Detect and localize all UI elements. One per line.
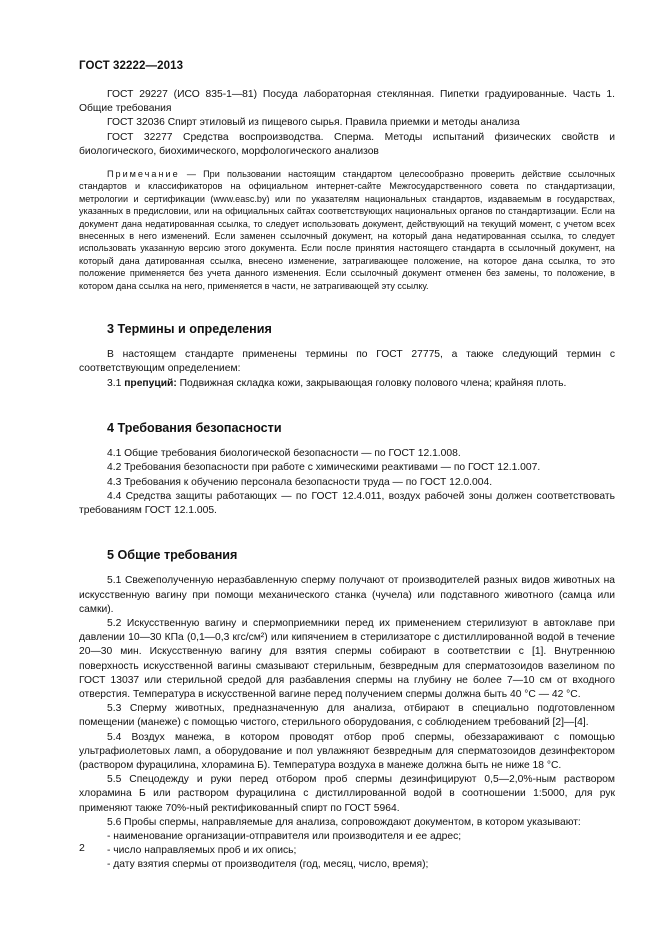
section-5-item: 5.5 Спецодежду и руки перед отбором проб спермы дезинфицируют 0,5—2,0%-ным раствором хлорамина Б или раствором фурацилина с дистиллированной водой в соотношении 1:5000, для рук применяют также 70%-ный ректификованный спирт по ГОСТ 5964. [79, 774, 615, 814]
term-number: 3.1 [107, 377, 125, 389]
section-4-item: 4.4 Средства защиты работающих — по ГОСТ 12.4.011, воздух рабочей зоны должен соответствовать требованиям ГОСТ 12.1.005. [79, 490, 615, 516]
list-item: - число направляемых проб и их опись; [107, 845, 297, 857]
note-label: Примечание [107, 169, 180, 180]
reference-item: ГОСТ 32036 Спирт этиловый из пищевого сырья. Правила приемки и методы анализа [107, 117, 520, 129]
term-text: Подвижная складка кожи, закрывающая головку полового члена; крайняя плоть. [176, 377, 567, 389]
section-4-item: 4.1 Общие требования биологической безопасности — по ГОСТ 12.1.008. [107, 448, 461, 460]
section-5-item: 5.4 Воздух манежа, в котором проводят отбор проб спермы, обеззараживают с помощью ультрафиолетовых ламп, а оборудование и пол увлажняют безвредным для сперматозоидов дезинфектором (раствором фурацилина, хлорамина Б). Температура воздуха в манеже должна быть не ниже 18 °С. [79, 731, 615, 771]
document-body [79, 88, 615, 873]
section-5-item: 5.6 Пробы спермы, направляемые для анализа, сопровождают документом, в котором указывают: [107, 816, 581, 828]
term-name: препуций: [124, 377, 177, 389]
document-header: ГОСТ 32222—2013 [79, 60, 184, 72]
section-5-heading: 5 Общие требования [107, 548, 238, 563]
section-5-item: 5.1 Свежеполученную неразбавленную сперму получают от производителей разных видов животных на искусственную вагину при помощи механического станка (чучела) или подставного животного (самца или самки). [79, 575, 615, 615]
page-number: 2 [79, 842, 85, 854]
section-4-heading: 4 Требования безопасности [107, 420, 282, 435]
note-text: — При пользовании настоящим стандартом целесообразно проверить действие ссылочных стандартов и классификаторов на официальном интернет-сайте Межгосударственного совета по стандартизации, метрологии и сертификации (www.easc.by) или по указателям национальных стандартов, издаваемым в государствах, указанных в предисловии, или на официальных сайтах соответствующих национальных органов по стандартизации. Если на документ дана недатированная ссылка, то следует использовать документ, действующий на текущий момент, с учетом всех внесенных в него изменений. Если заменен ссылочный документ, на который дана недатированная ссылка, то следует использовать указанную версию этого документа. Если после принятия настоящего стандарта в ссылочный документ, на который дана датированная ссылка, внесено изменение, затрагивающее положение, на которое дана ссылка, то это положение применяется без учета данного изменения. Если ссылочный документ отменен без замены, то положение, в котором дана ссылка на него, применяется в части, не затрагивающей эту ссылку. [79, 169, 615, 291]
section-5-item: 5.2 Искусственную вагину и спермоприемники перед их применением стерилизуют в автоклаве при давлении 10—30 КПа (0,1—0,3 кгс/см²) или кипячением в стерилизаторе с дистиллированной водой в течение 20—30 мин. Искусственную вагину для взятия спермы собирают в соответствии с [1]. Внутреннюю поверхность искусственной вагины смазывают стерильным, безвредным для сперматозоидов вазелином по ГОСТ 13037 или стерильной средой для разбавления спермы на глубину не более 7—10 см от входного отверстия. Температура в искусственной вагине перед получением спермы должна быть 40 °С — 42 °С. [79, 617, 615, 700]
list-item: - наименование организации-отправителя или производителя и ее адрес; [107, 830, 462, 842]
term-definition [79, 377, 615, 391]
section-4-item: 4.2 Требования безопасности при работе с химическими реактивами — по ГОСТ 12.1.007. [107, 462, 541, 474]
list-item: - дату взятия спермы от производителя (год, месяц, число, время); [107, 859, 429, 871]
section-3-heading: 3 Термины и определения [107, 322, 272, 337]
reference-item: ГОСТ 32277 Средства воспроизводства. Сперма. Методы испытаний физических свойств и биологического, биохимического, морфологического анализов [79, 131, 615, 157]
section-4-item: 4.3 Требования к обучению персонала безопасности труда — по ГОСТ 12.0.004. [107, 476, 493, 488]
reference-item: ГОСТ 29227 (ИСО 835-1—81) Посуда лабораторная стеклянная. Пипетки градуированные. Часть 1. Общие требования [79, 89, 615, 115]
section-3-paragraph: В настоящем стандарте применены термины по ГОСТ 27775, а также следующий термин с соответствующим определением: [79, 349, 615, 375]
note-paragraph [79, 168, 615, 292]
section-5-item: 5.3 Сперму животных, предназначенную для анализа, отбирают в специально подготовленном помещении (манеже) с помощью чистого, стерильного оборудования, с соблюдением требований [2]—[4]. [79, 703, 615, 729]
